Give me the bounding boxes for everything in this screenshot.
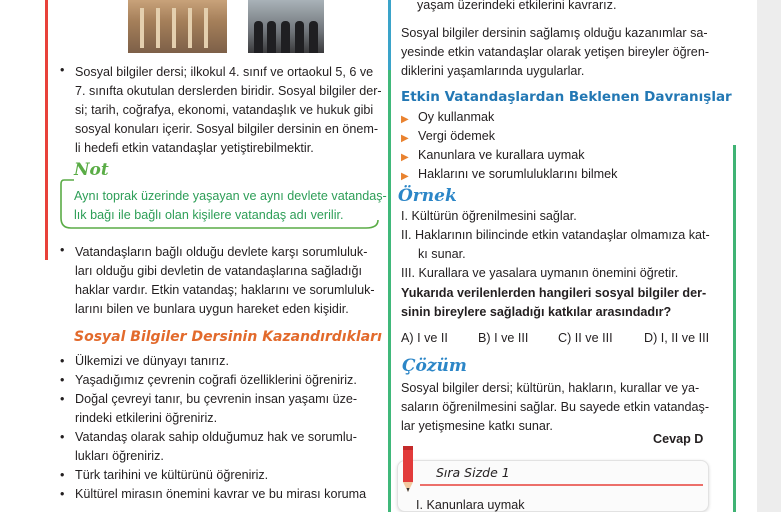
exercise-title: Sıra Sizde 1 [436,465,510,480]
option-c[interactable]: C) II ve III [558,331,613,345]
gain-item: • Yaşadığımız çevrenin coğrafi özelliklerini öğreniriz. [60,373,357,387]
behaviors-list [401,108,711,184]
gains-list [60,352,380,504]
bullet-dot: • [60,243,65,257]
pencil-icon [400,446,416,496]
behaviors-title: Etkin Vatandaşlardan Beklenen Davranışlar [401,89,732,105]
text-line: larını bilen ve bunlara uygun hareket eden kişidir. [75,302,349,316]
top-line: yaşam üzerindeki etkilerini kavrarız. [417,0,617,12]
note-label: Not [74,160,109,180]
question-line: sinin bireylere sağladığı katkılar arasındadır? [401,305,672,319]
citizen-bullet [60,243,380,319]
text-line: yesinde etkin vatandaşlar olarak yetişen bireyler öğren- [401,45,710,59]
answer: Cevap D [653,432,704,446]
gain-item: • Kültürel mirasın önemini kavrar ve bu mirası koruma [60,487,367,501]
bullet-dot: • [60,63,65,77]
example-label: Örnek [398,186,457,206]
column-divider-top [388,0,391,70]
statement: III. Kurallara ve yasalara uymanın önemini öğretir. [401,266,679,280]
text-line: ları olduğu gibi devletin de vatandaşlarına sağladığı [75,264,363,278]
right-margin-bar [733,145,736,512]
arrow-icon: ▶ [401,171,409,182]
option-b[interactable]: B) I ve III [478,331,529,345]
arrow-icon: ▶ [401,114,409,125]
text-line: Sosyal bilgiler dersinin sağlamış olduğu kazanımlar sa- [401,26,708,40]
arrow-icon: ▶ [401,133,409,144]
statement-cont: kı sunar. [418,247,466,261]
library-building-photo [128,0,227,53]
text-line: 7. sınıfta okutulan derslerden biridir. Sosyal bilgiler der- [75,84,382,98]
text-line: haklar vardır. Etkin vatandaş; haklarını ve sorumluluk- [75,283,375,297]
statement: I. Kültürün öğrenilmesini sağlar. [401,209,577,223]
text-line: sosyal konuları içerir. Sosyal bilgiler dersinin en önem- [75,122,379,136]
gain-item: • Türk tarihini ve kültürünü öğreniriz. [60,468,269,482]
exercise-item: I. Kanunlara uymak [416,498,525,512]
solution-line: Sosyal bilgiler dersi; kültürün, hakların, kurallar ve ya- [401,381,700,395]
solution-line: saların öğrenilmesini sağlar. Bu sayede etkin vatandaş- [401,400,710,414]
intro-paragraph [401,24,709,81]
text-line: diklerini yaşamlarında uygularlar. [401,64,585,78]
behavior-item: ▶ Haklarını ve sorumluluklarını bilmek [401,165,711,184]
text-line: Vatandaşların bağlı olduğu devlete karşı sorumluluk- [75,245,368,259]
arrow-icon: ▶ [401,152,409,163]
option-a[interactable]: A) I ve II [401,331,448,345]
note-line: lık bağı ile bağlı olan kişilere vatandaş adı verilir. [74,208,344,222]
people-group-photo [248,0,324,53]
behavior-item: ▶ Oy kullanmak [401,108,711,127]
text-line: si; tarih, coğrafya, ekonomi, vatandaşlık ve hukuk gibi [75,103,374,117]
question-line: Yukarıda verilenlerden hangileri sosyal bilgiler der- [401,286,707,300]
intro-bullet [60,63,380,158]
note-text [74,187,387,225]
gain-item: • Vatandaş olarak sahip olduğumuz hak ve sorumlu- lukları öğreniriz. [60,430,357,463]
question [401,284,706,322]
text-line: li hedefi etkin vatandaşlar yetiştirebilmektir. [75,141,314,155]
statement: II. Haklarının bilincinde etkin vatandaşlar olmamıza kat- [401,228,710,242]
section-title: Sosyal Bilgiler Dersinin Kazandırdıkları [74,329,382,345]
page-edge [757,0,781,512]
solution-text [401,379,709,436]
text-line: Sosyal bilgiler dersi; ilkokul 4. sınıf ve ortaokul 5, 6 ve [75,65,374,79]
note-line: Aynı toprak üzerinde yaşayan ve aynı devlete vatandaş- [74,189,387,203]
solution-line: lar yetişmesine katkı sunar. [401,419,553,433]
behavior-item: ▶ Kanunlara ve kurallara uymak [401,146,711,165]
column-divider [388,0,391,512]
gain-item: • Ülkemizi ve dünyayı tanırız. [60,354,229,368]
solution-label: Çözüm [402,356,467,376]
statements [401,207,716,283]
behavior-item: ▶ Vergi ödemek [401,127,711,146]
left-margin-bar [45,0,48,260]
gain-item: • Doğal çevreyi tanır, bu çevrenin insan yaşamı üze- rindeki etkilerini öğreniriz. [60,392,358,425]
option-d[interactable]: D) I, II ve III [644,331,710,345]
